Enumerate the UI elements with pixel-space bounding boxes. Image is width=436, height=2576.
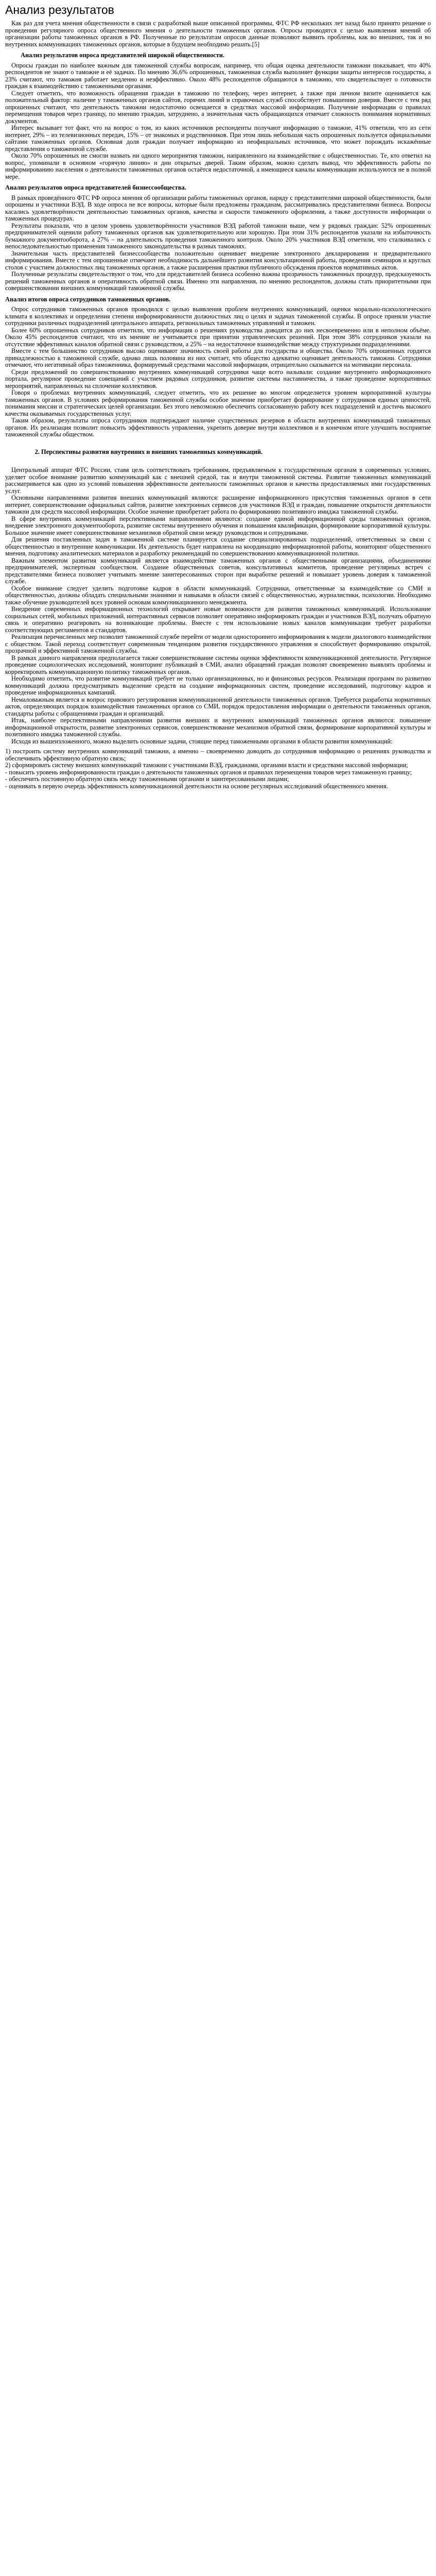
section-prospects-body xyxy=(5,467,431,745)
paragraph: Реализация перечисленных мер позволит таможенной службе перейти от модели одностороннего информирования к модели диалогового взаимодействия с обществом. Такой переход соответствует современным тенденциям развития государственного управления и способствует формированию открытой, прозрачной и эффективной таможенной службы. xyxy=(5,633,431,654)
paragraph: Основными направлениями развития внешних коммуникаций являются: расширение информационного присутствия таможенных органов в сети интернет, совершенствование официальных сайтов, развитие электронных сервисов для участников ВЭД и граждан, повышение открытости деятельности таможни для средств массовой информации. Особое значение приобретает работа по формированию позитивного имиджа таможенной службы. xyxy=(5,494,431,515)
paragraph: Центральный аппарат ФТС России, ставя цель соответствовать требованиям, предъявляемым к государственным органам в современных условиях, уделяет особое внимание развитию коммуникаций как с внешней средой, так и внутри таможенной системы. Развитие таможенных коммуникаций рассматривается как одно из условий повышения эффективности деятельности таможенных органов и качества предоставляемых ими государственных услуг. xyxy=(5,466,431,495)
section-heading-public: Анализ результатов опроса представителей широкой общественности. xyxy=(21,52,225,59)
paragraph: Необходимо отметить, что развитие коммуникаций требует не только организационных, но и финансовых ресурсов. Реализация программ по развитию коммуникаций должна предусматривать выделение средств на создание информационных систем, проведение исследований, подготовку кадров и проведение информационных кампаний. xyxy=(5,675,431,696)
paragraph: Опросы граждан по наиболее важным для таможенной службы вопросам, например, что общая оценка деятельности таможни показывает, что 40% респондентов не знают о таможне и её задачах. По мнению 36,6% опрошенных, таможенная служба выполняет функции защиты интересов государства, а 23% считают, что таможня работает медленно и неэффективно. Около 48% респондентов обращаются в таможню, что свидетельствует о готовности граждан к взаимодействию с таможенными органами. xyxy=(5,61,431,90)
page-title: Анализ результатов xyxy=(5,3,114,16)
paragraph: Особое внимание следует уделить подготовке кадров в области коммуникаций. Сотрудники, ответственные за взаимодействие со СМИ и общественностью, должны обладать специальными знаниями и навыками в области связей с общественностью, журналистики, психологии. Необходимо также обучение руководителей всех уровней основам коммуникационного менеджмента. xyxy=(5,584,431,606)
paragraph: Результаты показали, что в целом уровень удовлетворённости участников ВЭД работой таможни выше, чем у рядовых граждан: 52% опрошенных предпринимателей оценили работу таможенных органов как удовлетворительную или хорошую. При этом 31% респондентов указали на избыточность бумажного документооборота, а 27% – на длительность проведения таможенного контроля. Около 20% участников ВЭД отметили, что сталкивались с непоследовательностью применения таможенного законодательства в разных таможнях. xyxy=(5,222,431,250)
numbered-heading xyxy=(5,449,431,456)
list-item: 1) построить систему внутренних коммуникаций таможни, а именно – своевременно доводить до сотрудников информацию о решениях руководства и обеспечивать эффективную обратную связь; xyxy=(5,748,431,762)
list-item: 2) сформировать систему внешних коммуникаций таможни с участниками ВЭД, гражданами, органами власти и средствами массовой информации; xyxy=(5,761,408,769)
paragraph: Таким образом, результаты опроса сотрудников подтверждают наличие существенных резервов в области внутренних коммуникаций таможенных органов. Их реализация позволит повысить эффективность управления, укрепить доверие внутри коллективов и в конечном итоге улучшить восприятие таможенной службы обществом. xyxy=(5,417,431,438)
paragraph: В рамках проведённого ФТС РФ опроса мнения об организации работы таможенных органов, наряду с представителями широкой общественности, были опрошены и участники ВЭД. В ходе опроса не все вопросы, которые были предложены гражданам, рассматривались представителями бизнеса. Вопросы касались удовлетворённости деятельностью таможенных органов, качества и скорости таможенного оформления, а также доступности информации о таможенных процедурах. xyxy=(5,194,431,222)
intro-paragraph: Как раз для учета мнения общественности в связи с разработкой выше описанной программы, ФТС РФ нескольких лет назад было принято решение о проведении регулярного опроса общественного мнения о деятельности таможенных органов. Опросы проводятся с целью выявления мнений об организации работы таможенных органов в РФ. Полученные по результатам опросов данные позволяют выявить проблемы, как во внешних, так и во внутренних коммуникациях таможенных органов, которые в будущем необходимо решать.[5] xyxy=(5,20,431,48)
paragraph: Более 60% опрошенных сотрудников отметили, что информация о решениях руководства доводится до них несвоевременно или в неполном объёме. Около 45% респондентов считают, что их мнение не учитывается при принятии управленческих решений. При этом 38% сотрудников указали на отсутствие эффективных каналов обратной связи с руководством, а 25% – на недостаточное взаимодействие между структурными подразделениями. xyxy=(5,326,431,348)
paragraph: Немаловажным является и вопрос правового регулирования коммуникационной деятельности таможенных органов. Требуется разработка нормативных актов, определяющих порядок взаимодействия таможенных органов со СМИ, порядок предоставления информации о деятельности таможенных органов, стандарты работы с обращениями граждан и организаций. xyxy=(5,696,431,717)
paragraph: Внедрение современных информационных технологий открывает новые возможности для развития таможенных коммуникаций. Использование социальных сетей, мобильных приложений, интерактивных сервисов позволяет оперативно информировать граждан и участников ВЭД, получать обратную связь и оперативно реагировать на возникающие проблемы. Вместе с тем использование новых каналов коммуникации требует разработки соответствующих регламентов и стандартов. xyxy=(5,605,431,634)
section-heading-prospects: 2. Перспективы развития внутренних и внешних таможенных коммуникаций. xyxy=(41,449,431,456)
section-heading-business: Анализ результатов опроса представителей бизнессообщества. xyxy=(5,184,186,191)
section-public-body xyxy=(5,62,431,181)
paragraph: Интерес вызывает тот факт, что на вопрос о том, из каких источников респонденты получают информацию о таможне, 41% ответили, что из сети интернет, 29% – из телевизионных передач, 15% – от знакомых и родственников. При этом лишь небольшая часть опрошенных пользуется официальными сайтами таможенных органов. Основная доля граждан получает информацию из неофициальных источников, что может порождать искажённые представления о таможенной службе. xyxy=(5,124,431,152)
paragraph: Говоря о проблемах внутренних коммуникаций, следует отметить, что их решение во многом определяется уровнем корпоративной культуры таможенных органов. В условиях реформирования таможенной службы особое значение приобретает формирование у сотрудников единых ценностей, понимания миссии и стратегических целей организации. Без этого невозможно обеспечить согласованную работу всех подразделений и достичь высокого качества оказываемых государственных услуг. xyxy=(5,389,431,417)
paragraph: Итак, наиболее перспективными направлениями развития внешних и внутренних коммуникаций таможенных органов являются: повышение информационной открытости, развитие электронных сервисов, совершенствование механизмов обратной связи, формирование корпоративной культуры и позитивного имиджа таможенной службы. xyxy=(5,717,431,738)
section-heading-staff: Анализ итогов опроса сотрудников таможенных органов. xyxy=(5,295,171,303)
paragraph: Следует отметить, что возможность обращения граждан в таможню по телефону, через интернет, а также при личном визите оценивается как положительный фактор: наличие у таможенных органов сайтов, горячих линий и справочных служб способствует повышению доверия. Вместе с тем ряд опрошенных считают, что деятельность таможни недостаточно освещается в средствах массовой информации. Получение информации о правилах перемещения товаров через границу, по мнению граждан, затруднено, а значительная часть обращающихся отмечает сложность понимания нормативных документов. xyxy=(5,89,431,125)
paragraph: Вместе с тем большинство сотрудников высоко оценивают значимость своей работы для государства и общества. Около 70% опрошенных гордятся принадлежностью к таможенной службе, однако лишь половина из них считает, что общество адекватно оценивает деятельность таможни. Сотрудники отмечают, что негативный образ таможенника, формируемый средствами массовой информации, отрицательно сказывается на мотивации персонала. xyxy=(5,347,431,368)
list-item: - оценивать в первую очередь эффективность коммуникационной деятельности на основе регулярных исследований общественного мнения. xyxy=(5,782,388,790)
paragraph: Среди предложений по совершенствованию внутренних коммуникаций сотрудники чаще всего называли: создание внутреннего информационного портала, регулярное проведение совещаний с участием рядовых сотрудников, развитие системы наставничества, а также проведение корпоративных мероприятий, направленных на сплочение коллективов. xyxy=(5,368,431,389)
paragraph: Важным элементом развития коммуникаций является взаимодействие таможенных органов с общественными организациями, объединениями предпринимателей, экспертным сообществом. Создание общественных советов, консультативных комитетов, проведение регулярных встреч с представителями бизнеса позволяет учитывать мнение заинтересованных сторон при выработке решений и повышает уровень доверия к таможенной службе. xyxy=(5,556,431,585)
paragraph: Для решения поставленных задач в таможенной системе планируется создание специализированных подразделений, ответственных за связи с общественностью и внутренние коммуникации. Их деятельность будет направлена на координацию информационной работы, мониторинг общественного мнения, подготовку аналитических материалов и разработку рекомендаций по совершенствованию коммуникационной политики. xyxy=(5,536,431,557)
document-page xyxy=(0,0,436,790)
paragraph: Около 70% опрошенных не смогли назвать ни одного мероприятия таможни, направленного на взаимодействие с общественностью. Те, кто ответил на вопрос, упоминали в основном «горячую линию» и дни открытых дверей. Таким образом, можно сделать вывод, что эффективность работы по информированию населения о деятельности таможенных органов остаётся недостаточной, а имеющиеся каналы коммуникации используются не в полной мере. xyxy=(5,152,431,180)
list-item: - обеспечить постоянную обратную связь между таможенными органами и заинтересованными лицами; xyxy=(5,775,289,783)
section-staff-body xyxy=(5,306,431,438)
list-item: - повысить уровень информированности граждан о деятельности таможенных органов и правилах перемещения товаров через таможенную границу; xyxy=(5,768,412,776)
paragraph: В сфере внутренних коммуникаций перспективными направлениями являются: создание единой информационной среды таможенных органов, внедрение электронного документооборота, развитие системы внутреннего обучения и повышения квалификации, формирование корпоративной культуры. Большое значение имеет совершенствование механизмов обратной связи между руководством и сотрудниками. xyxy=(5,515,431,536)
paragraph: В рамках данного направления предполагается также совершенствование системы оценки эффективности коммуникационной деятельности. Регулярное проведение социологических исследований, мониторинг публикаций в СМИ, анализ обращений граждан позволят своевременно выявлять проблемы и корректировать коммуникационную политику таможенных органов. xyxy=(5,654,431,675)
tasks-list xyxy=(5,748,431,790)
paragraph: Полученные результаты свидетельствуют о том, что для представителей бизнеса особенно важны прозрачность таможенных процедур, предсказуемость решений таможенных органов и оперативность обратной связи. Именно эти направления, по мнению респондентов, должны стать приоритетными при совершенствовании внешних коммуникаций таможенной службы. xyxy=(5,270,431,292)
paragraph: Опрос сотрудников таможенных органов проводился с целью выявления проблем внутренних коммуникаций, оценки морально-психологического климата в коллективах и определения степени информированности должностных лиц о целях и задачах таможенной службы. В опросе приняли участие сотрудники различных подразделений центрального аппарата, региональных таможенных управлений и таможен. xyxy=(5,306,431,327)
paragraph: Значительная часть представителей бизнессообщества положительно оценивает внедрение электронного декларирования и предварительного информирования. Вместе с тем опрошенные отмечают необходимость дальнейшего развития консультационной работы, проведения семинаров и круглых столов с участием должностных лиц таможенных органов, а также расширения практики публичного обсуждения проектов нормативных актов. xyxy=(5,249,431,271)
section-business-body xyxy=(5,195,431,292)
paragraph: Исходя из вышеизложенного, можно выделить основные задачи, стоящие перед таможенными органами в области развития коммуникаций: xyxy=(11,737,393,745)
